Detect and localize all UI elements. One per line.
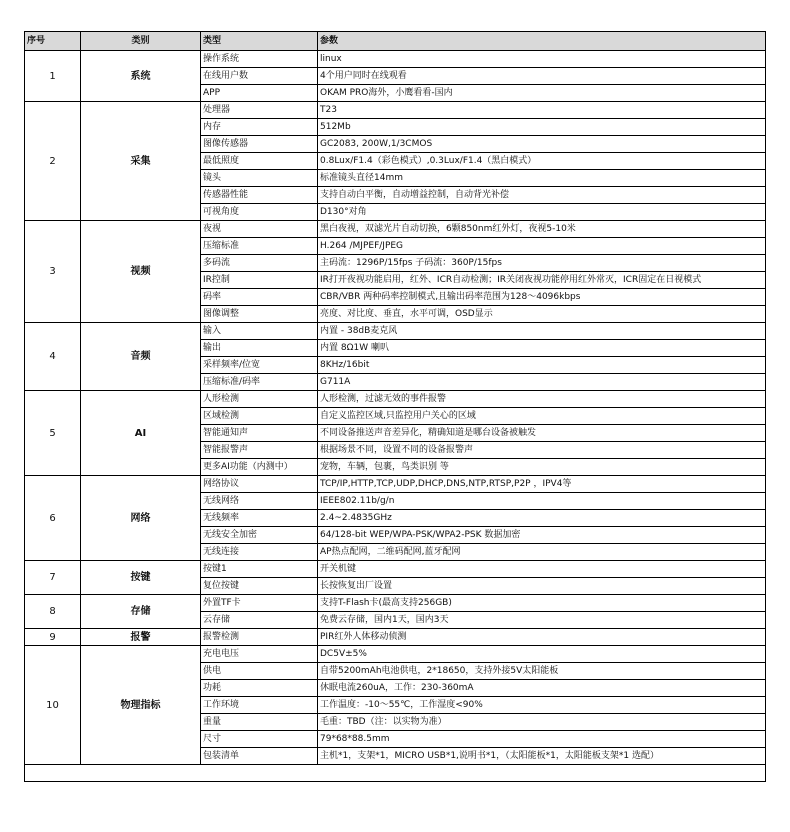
header-params: 参数 bbox=[318, 32, 766, 51]
header-type: 类型 bbox=[201, 32, 318, 51]
row-value: 根据场景不同，设置不同的设备报警声 bbox=[318, 442, 766, 459]
row-value: CBR/VBR 两种码率控制模式,且输出码率范围为128～4096kbps bbox=[318, 289, 766, 306]
row-type: 输出 bbox=[201, 340, 318, 357]
table-row bbox=[25, 51, 766, 68]
group-number: 6 bbox=[25, 476, 81, 561]
row-value: 0.8Lux/F1.4（彩色模式）,0.3Lux/F1.4（黑白模式） bbox=[318, 153, 766, 170]
row-type: 无线频率 bbox=[201, 510, 318, 527]
row-value: 不同设备推送声音差异化，精确知道是哪台设备被触发 bbox=[318, 425, 766, 442]
row-type: 最低照度 bbox=[201, 153, 318, 170]
row-value: 支持T-Flash卡(最高支持256GB) bbox=[318, 595, 766, 612]
row-type: 无线连接 bbox=[201, 544, 318, 561]
row-value: 亮度、对比度、垂直，水平可调，OSD显示 bbox=[318, 306, 766, 323]
row-value: 人形检测，过滤无效的事件报警 bbox=[318, 391, 766, 408]
empty-cell bbox=[25, 765, 766, 782]
row-type: 供电 bbox=[201, 663, 318, 680]
row-type: 包装清单 bbox=[201, 748, 318, 765]
spec-table bbox=[24, 31, 766, 782]
spec-body bbox=[25, 51, 766, 782]
row-value: 79*68*88.5mm bbox=[318, 731, 766, 748]
row-type: APP bbox=[201, 85, 318, 102]
row-value: 512Mb bbox=[318, 119, 766, 136]
group-number: 4 bbox=[25, 323, 81, 391]
row-type: 输入 bbox=[201, 323, 318, 340]
group-category: 采集 bbox=[81, 102, 201, 221]
row-value: TCP/IP,HTTP,TCP,UDP,DHCP,DNS,NTP,RTSP,P2P ，IPV4等 bbox=[318, 476, 766, 493]
row-type: 人形检测 bbox=[201, 391, 318, 408]
row-type: 压缩标准 bbox=[201, 238, 318, 255]
row-type: 智能报警声 bbox=[201, 442, 318, 459]
row-type: 传感器性能 bbox=[201, 187, 318, 204]
row-value: 休眠电流260uA，工作：230-360mA bbox=[318, 680, 766, 697]
row-type: 无线网络 bbox=[201, 493, 318, 510]
row-value: OKAM PRO海外，小鹰看看-国内 bbox=[318, 85, 766, 102]
group-number: 2 bbox=[25, 102, 81, 221]
row-type: IR控制 bbox=[201, 272, 318, 289]
row-value: linux bbox=[318, 51, 766, 68]
group-category: 音频 bbox=[81, 323, 201, 391]
row-value: 4个用户同时在线观看 bbox=[318, 68, 766, 85]
row-value: 内置 - 38dB麦克风 bbox=[318, 323, 766, 340]
row-type: 操作系统 bbox=[201, 51, 318, 68]
row-value: 2.4~2.4835GHz bbox=[318, 510, 766, 527]
row-type: 云存储 bbox=[201, 612, 318, 629]
row-type: 镜头 bbox=[201, 170, 318, 187]
row-value: 标准镜头直径14mm bbox=[318, 170, 766, 187]
row-value: 8KHz/16bit bbox=[318, 357, 766, 374]
row-type: 采样频率/位宽 bbox=[201, 357, 318, 374]
row-value: PIR红外人体移动侦测 bbox=[318, 629, 766, 646]
row-type: 智能通知声 bbox=[201, 425, 318, 442]
row-value: 工作温度：-10～55℃，工作湿度<90% bbox=[318, 697, 766, 714]
row-type: 压缩标准/码率 bbox=[201, 374, 318, 391]
group-category: 视频 bbox=[81, 221, 201, 323]
group-category: 物理指标 bbox=[81, 646, 201, 765]
row-type: 处理器 bbox=[201, 102, 318, 119]
row-type: 重量 bbox=[201, 714, 318, 731]
row-type: 夜视 bbox=[201, 221, 318, 238]
table-row bbox=[25, 391, 766, 408]
row-value: 宠物，车辆，包裹，鸟类识别 等 bbox=[318, 459, 766, 476]
row-value: G711A bbox=[318, 374, 766, 391]
row-type: 无线安全加密 bbox=[201, 527, 318, 544]
table-row bbox=[25, 646, 766, 663]
table-row bbox=[25, 561, 766, 578]
group-number: 7 bbox=[25, 561, 81, 595]
row-value: 毛重：TBD（注：以实物为准） bbox=[318, 714, 766, 731]
row-value: 自定义监控区域,只监控用户关心的区域 bbox=[318, 408, 766, 425]
row-type: 网络协议 bbox=[201, 476, 318, 493]
row-value: 自带5200mAh电池供电，2*18650，支持外接5V太阳能板 bbox=[318, 663, 766, 680]
row-value: 黑白夜视，双滤光片自动切换，6颗850nm红外灯，夜视5-10米 bbox=[318, 221, 766, 238]
row-value: 免费云存储，国内1天，国内3天 bbox=[318, 612, 766, 629]
row-value: IR打开夜视功能启用，红外、ICR自动检测；IR关闭夜视功能停用红外常灭，ICR固定在日视模式 bbox=[318, 272, 766, 289]
row-type: 码率 bbox=[201, 289, 318, 306]
table-row bbox=[25, 629, 766, 646]
table-row bbox=[25, 102, 766, 119]
row-type: 更多AI功能（内测中） bbox=[201, 459, 318, 476]
row-type: 在线用户数 bbox=[201, 68, 318, 85]
row-value: 内置 8Ω1W 喇叭 bbox=[318, 340, 766, 357]
group-category: 按键 bbox=[81, 561, 201, 595]
row-value: D130°对角 bbox=[318, 204, 766, 221]
header-row bbox=[25, 32, 766, 51]
group-category: 报警 bbox=[81, 629, 201, 646]
row-type: 图像传感器 bbox=[201, 136, 318, 153]
row-type: 图像调整 bbox=[201, 306, 318, 323]
group-category: 系统 bbox=[81, 51, 201, 102]
row-type: 按键1 bbox=[201, 561, 318, 578]
group-number: 10 bbox=[25, 646, 81, 765]
table-row bbox=[25, 221, 766, 238]
table-row bbox=[25, 323, 766, 340]
row-type: 可视角度 bbox=[201, 204, 318, 221]
row-type: 功耗 bbox=[201, 680, 318, 697]
row-value: T23 bbox=[318, 102, 766, 119]
row-type: 外置TF卡 bbox=[201, 595, 318, 612]
group-number: 5 bbox=[25, 391, 81, 476]
group-number: 1 bbox=[25, 51, 81, 102]
row-value: AP热点配网，二维码配网,蓝牙配网 bbox=[318, 544, 766, 561]
group-category: 存储 bbox=[81, 595, 201, 629]
row-type: 工作环境 bbox=[201, 697, 318, 714]
row-type: 报警检测 bbox=[201, 629, 318, 646]
group-category: AI bbox=[81, 391, 201, 476]
row-value: 支持自动白平衡，自动增益控制，自动背光补偿 bbox=[318, 187, 766, 204]
row-value: 64/128-bit WEP/WPA-PSK/WPA2-PSK 数据加密 bbox=[318, 527, 766, 544]
row-value: DC5V±5% bbox=[318, 646, 766, 663]
row-type: 区域检测 bbox=[201, 408, 318, 425]
row-type: 多码流 bbox=[201, 255, 318, 272]
row-value: H.264 /MJPEF/JPEG bbox=[318, 238, 766, 255]
table-row bbox=[25, 595, 766, 612]
empty-row bbox=[25, 765, 766, 782]
group-number: 8 bbox=[25, 595, 81, 629]
header-category: 类别 bbox=[81, 32, 201, 51]
row-type: 内存 bbox=[201, 119, 318, 136]
row-type: 尺寸 bbox=[201, 731, 318, 748]
row-type: 复位按键 bbox=[201, 578, 318, 595]
group-category: 网络 bbox=[81, 476, 201, 561]
row-value: 主机*1，支架*1，MICRO USB*1,说明书*1，（太阳能板*1，太阳能板支架*1 选配） bbox=[318, 748, 766, 765]
row-value: 主码流：1296P/15fps 子码流：360P/15fps bbox=[318, 255, 766, 272]
row-type: 充电电压 bbox=[201, 646, 318, 663]
row-value: 长按恢复出厂设置 bbox=[318, 578, 766, 595]
row-value: GC2083, 200W,1/3CMOS bbox=[318, 136, 766, 153]
header-no: 序号 bbox=[25, 32, 81, 51]
row-value: IEEE802.11b/g/n bbox=[318, 493, 766, 510]
row-value: 开关机键 bbox=[318, 561, 766, 578]
group-number: 9 bbox=[25, 629, 81, 646]
group-number: 3 bbox=[25, 221, 81, 323]
table-row bbox=[25, 476, 766, 493]
